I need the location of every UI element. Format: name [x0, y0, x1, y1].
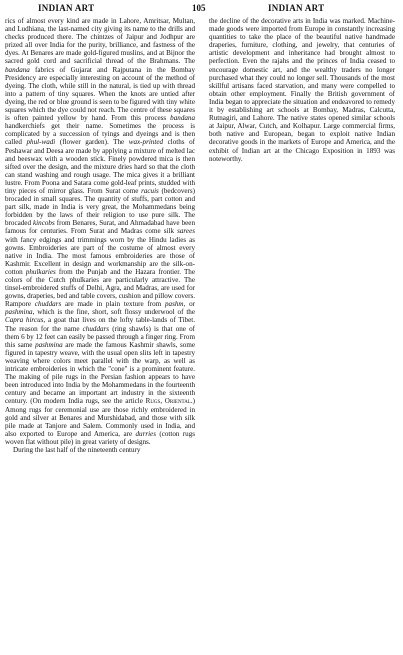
- paragraph-textiles: rics of almost every kind are made in Lahore, Amritsar, Multan, and Ludhiana, the last-named city giving its name to the drills and checks produced there. The chintzes of Jaipur and Jodhpur are prized all over India for the purity, brilliance, and fastness of the dyes. At Benares are made gold-figured muslins, and at Bijnor the sacred gold cord and sacrificial thread of the Brahmans. The bandana fabrics of Gujarat and Rajputana in the Bombay Presidency are especially interesting on account of the method of dyeing. The cloth, while still in the natural, is tied up with thread into a pattern of tiny squares. When the knots are untied after dyeing, the red or blue ground is seen to be figured with tiny white squares which the dye could not reach. The centre of these squares is often painted yellow by hand. From this process bandana handkerchiefs get their name. Sometimes the process is complicated by a succession of tyings and dyeings and is then called phul-wadi (flower garden). The wax-printed cloths of Peshawar and Deesa are made by applying a mixture of melted lac and beeswax with a wooden stick. Finely powdered mica is then sifted over the design, and the mixture dries hard so that the cloth can stand washing and rough usage. The mica gives it a brilliant lustre. From Poona and Satara come gold-leaf prints, studded with tiny pieces of mirror glass. From Surat come racuis (bedcovers) brocaded in small squares. The quantity of stuffs, part cotton and part silk, made in India is very great, the Mohammedans being forbidden by the laws of their religion to use pure silk. The brocaded kincobs from Benares, Surat, and Ahmadabad have been famous for centuries. From Surat and Madras come silk sarees with fancy edgings and trimmings worn by the Hindu ladies as gowns. Embroideries are part of the costume of almost every native in India. The most famous embroideries are those of Kashmir. Excellent in design and workmanship are the silk-on-cotton phulkaries from the Punjab and the Hazara frontier. The colors of the Cutch phulkaries are particularly attractive. The tinsel-embroidered stuffs of Delhi, Agra, and Madras, are used for gowns, draperies, bed and table covers, cushion and pillow covers. Rampore chuddars are made in plain texture from pashm, or pashmina, which is the fine, short, soft flossy underwool of the Capra hircus, a goat that lives on the lofty table-lands of Tibet. The reason for the name chuddars (ring shawls) is that one of them 6 by 12 feet can easily be passed through a finger ring. From this same pashmina are made the famous Kashmir shawls, some figured in tapestry weave, with the usual open slits left in tapestry weaving where colors meet parallel with the warp, as well as intricate embroideries in which the "cone" is a prominent feature. The making of pile rugs in the Persian fashion appears to have been introduced into India by the Mohammedans in the fourteenth century and became an important art industry in the sixteenth century. (On modern India rugs, see the article Rugs, Oriental.) Among rugs for ceremonial use are those richly embroidered in gold and silver at Benares and Murshidabad, and those with silk pile made at Tanjore and Salem. Commonly used in India, and also exported to Europe and America, are durries (cotton rugs woven flat without pile) in great variety of designs.: [5, 17, 196, 446]
- header-right-title: INDIAN ART: [268, 3, 325, 13]
- right-column: [209, 17, 395, 163]
- left-column: [5, 17, 195, 454]
- paragraph-decline-start: During the last half of the nineteenth century: [13, 445, 141, 454]
- running-header: [0, 3, 403, 17]
- page-number: 105: [192, 3, 206, 13]
- header-left-title: INDIAN ART: [38, 3, 95, 13]
- paragraph-decline: the decline of the decorative arts in India was marked. Machine-made goods were imported from Europe in constantly increasing quantities to take the place of the beautiful native handmade draperies, furniture, clothing, and jewelry, that centuries of artistic development and inheritance had brought almost to perfection. Even the rajahs and the princes of India ceased to encourage domestic art, and the wealthy traders no longer purchased what they could no longer sell. Thousands of the most skillful artisans faced starvation, and many were compelled to obtain other employment. Finally the British government of India began to appreciate the situation and endeavored to remedy it by establishing art schools at Bombay, Madras, Calcutta, Rutnagiri, and Lahore. The native states opened similar schools at Jaipur, Alwar, Cutch, and Kolhapur. Large commercial firms, both native and European, began to exploit native Indian decorative goods in the markets of Europe and America, and the exhibit of Indian art at the Chicago Exposition in 1893 was noteworthy.: [209, 17, 395, 163]
- cross-reference-link: Rugs, Oriental: [145, 397, 191, 406]
